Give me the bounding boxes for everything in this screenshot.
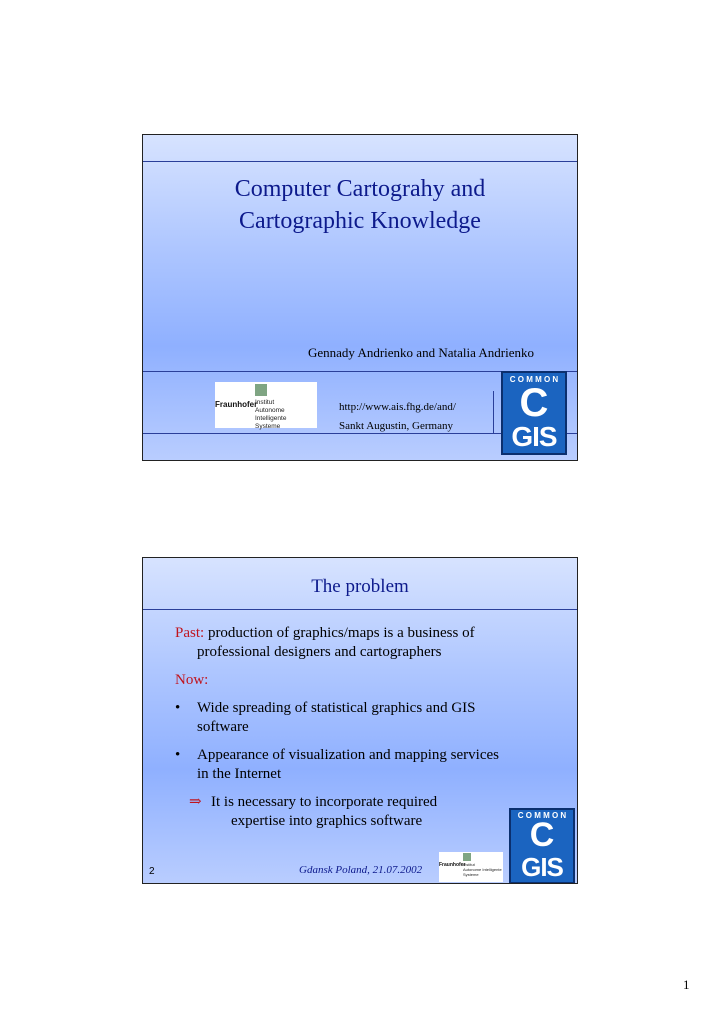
slide-title: The problem: [311, 576, 409, 597]
bullet-item-1: • Wide spreading of statistical graphics and GIS software: [175, 699, 555, 737]
authors: Gennady Andrienko and Natalia Andrienko: [308, 345, 534, 360]
common-word: C O M M O N: [509, 375, 559, 384]
fraunhofer-logo: [215, 382, 317, 428]
conclusion: [175, 793, 555, 831]
commongis-logo: [509, 808, 575, 884]
globe-c-icon: C: [519, 381, 549, 425]
gis-word: GIS: [511, 421, 557, 452]
footer-text: Gdansk Poland, 21.07.2002: [299, 864, 423, 876]
arrow-icon: ⇒: [189, 794, 202, 810]
institute-line-2: Autonome Intelligente: [255, 407, 287, 422]
institute-line-3: Systeme: [255, 423, 281, 430]
past-paragraph: [175, 624, 555, 643]
past-text: production of graphics/maps is a business of: [204, 625, 475, 641]
divider-title: [143, 609, 577, 610]
title-line-2: Cartographic Knowledge: [239, 208, 481, 234]
fraunhofer-name: Fraunhofer: [439, 862, 466, 868]
institute-line-2: Autonome Intelligente: [463, 867, 502, 872]
globe-c-icon: C: [529, 816, 555, 854]
location-text: Sankt Augustin, Germany: [339, 420, 453, 432]
bullet-2-cont: in the Internet: [197, 766, 282, 782]
ais-square-icon: [255, 384, 267, 396]
slide-title: [143, 173, 577, 237]
bullet-2-text: Appearance of visualization and mapping services: [197, 747, 499, 763]
gis-word: GIS: [521, 852, 563, 882]
title-line-1: Computer Cartograhy and: [234, 176, 486, 202]
common-word: C O M M O N: [517, 811, 567, 820]
fraunhofer-name: Fraunhofer: [215, 400, 258, 409]
conclusion-text: It is necessary to incorporate required: [211, 794, 438, 810]
page-number: 1: [683, 977, 690, 992]
now-label: Now:: [175, 672, 209, 688]
divider-top: [143, 161, 577, 162]
slide-body: [175, 624, 555, 831]
bullet-item-2: • Appearance of visualization and mapping services in the Internet: [175, 746, 555, 784]
bullet-1-text: Wide spreading of statistical graphics and GIS: [197, 700, 476, 716]
bullet-1-cont: software: [197, 719, 249, 735]
url-text: http://www.ais.fhg.de/and/: [339, 401, 456, 413]
past-label: Past:: [175, 625, 205, 641]
ais-square-icon: [463, 853, 471, 861]
institute-line-1: Institut: [463, 862, 475, 867]
problem-slide: [142, 557, 578, 884]
past-text-cont: professional designers and cartographers: [197, 644, 442, 660]
institute-line-1: Institut: [255, 399, 275, 406]
institute-line-3: Systeme: [463, 872, 479, 877]
title-slide: [142, 134, 578, 461]
commongis-logo: [501, 371, 567, 455]
fraunhofer-logo: [439, 852, 503, 882]
conclusion-cont: expertise into graphics software: [231, 813, 423, 829]
slide-number: 2: [149, 866, 155, 877]
